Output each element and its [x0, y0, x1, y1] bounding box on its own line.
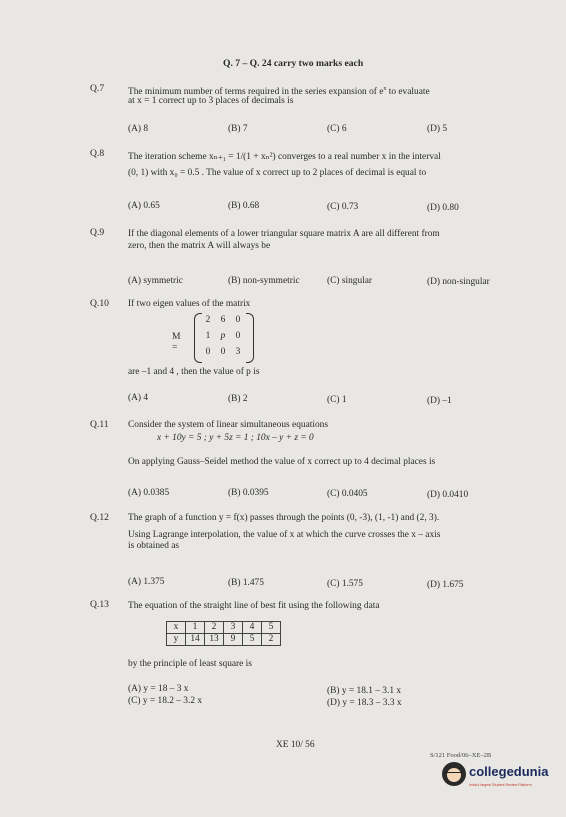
q8-text-line2: (0, 1) with x₀ = 0.5 . The value of x correct up to 2 places of decimal is equal to — [128, 168, 427, 178]
q7-text-line2: at x = 1 correct up to 3 places of decimals is — [128, 96, 294, 106]
q12-number: Q.12 — [90, 512, 109, 523]
q10-option-b: (B) 2 — [228, 394, 248, 404]
q7-number: Q.7 — [90, 83, 105, 94]
matrix-cell: 0 — [220, 347, 226, 357]
q13-text-line1: The equation of the straight line of best fit using the following data — [128, 601, 380, 611]
q9-text-line1: If the diagonal elements of a lower triangular square matrix A are all different from — [128, 229, 440, 239]
q12-option-d: (D) 1.675 — [427, 580, 464, 590]
section-header: Q. 7 – Q. 24 carry two marks each — [223, 58, 364, 69]
q9-text-line2: zero, then the matrix A will always be — [128, 241, 271, 251]
q9-option-b: (B) non-symmetric — [228, 276, 300, 286]
q11-equations: x + 10y = 5 ; y + 5z = 1 ; 10x – y + z = 0 — [157, 433, 314, 443]
paper-code: S/121 Food/06–XE–2B — [430, 752, 492, 759]
q13-option-a: (A) y = 18 – 3 x — [128, 684, 189, 694]
q9-option-c: (C) singular — [327, 276, 373, 286]
table-cell: x — [167, 622, 186, 634]
matrix-label: M = — [172, 331, 181, 353]
q12-text-line2: Using Lagrange interpolation, the value of x at which the curve crosses the x – axis — [128, 530, 441, 540]
table-row — [167, 634, 281, 646]
q8-text-line1: The iteration scheme xₙ₊₁ = 1/(1 + xₙ²) converges to a real number x in the interval — [128, 152, 441, 162]
table-cell: 3 — [224, 622, 243, 634]
q13-option-d: (D) y = 18.3 – 3.3 x — [327, 698, 402, 708]
q8-option-d: (D) 0.80 — [427, 203, 459, 213]
q12-option-b: (B) 1.475 — [228, 578, 264, 588]
table-cell: 2 — [262, 634, 281, 646]
q9-option-d: (D) non-singular — [427, 277, 490, 287]
q8-option-b: (B) 0.68 — [228, 201, 260, 211]
logo-avatar-icon — [442, 762, 466, 786]
table-cell: 2 — [205, 622, 224, 634]
q8-number: Q.8 — [90, 148, 105, 159]
q8-option-c: (C) 0.73 — [327, 202, 359, 212]
table-cell: 5 — [262, 622, 281, 634]
matrix-cell: 1 — [205, 331, 211, 341]
table-cell: 5 — [243, 634, 262, 646]
logo-name: collegedunia — [469, 764, 549, 779]
q13-number: Q.13 — [90, 599, 109, 610]
page-number: XE 10/ 56 — [276, 740, 315, 750]
q11-option-d: (D) 0.0410 — [427, 490, 469, 500]
table-cell: y — [167, 634, 186, 646]
matrix-cell: 0 — [235, 331, 241, 341]
table-cell: 13 — [205, 634, 224, 646]
collegedunia-logo — [442, 762, 562, 798]
q13-data-table — [166, 621, 281, 646]
q12-text-line3: is obtained as — [128, 541, 180, 551]
q12-text-line1: The graph of a function y = f(x) passes through the points (0, -3), (1, -1) and (2, 3). — [128, 513, 440, 523]
matrix-cell: p — [220, 331, 226, 341]
table-row — [167, 622, 281, 634]
q10-text-line1: If two eigen values of the matrix — [128, 299, 251, 309]
q7-option-a: (A) 8 — [128, 124, 149, 134]
logo-tagline: India's largest Student Review Platform — [469, 783, 532, 787]
q7-option-d: (D) 5 — [427, 124, 448, 134]
q11-number: Q.11 — [90, 419, 109, 430]
q11-text-line1: Consider the system of linear simultaneous equations — [128, 420, 328, 430]
q10-option-a: (A) 4 — [128, 393, 149, 403]
q11-text-line2: On applying Gauss–Seidel method the value of x correct up to 4 decimal places is — [128, 457, 436, 467]
matrix-cell: 2 — [205, 315, 211, 325]
q7-text-line1: The minimum number of terms required in the series expansion of $e^x$ to evaluate — [128, 86, 430, 98]
q8-option-a: (A) 0.65 — [128, 201, 160, 211]
matrix-cell: 0 — [205, 347, 211, 357]
q10-option-d: (D) –1 — [427, 396, 452, 406]
matrix-cell: 0 — [235, 315, 241, 325]
table-cell: 9 — [224, 634, 243, 646]
q13-text-line2: by the principle of least square is — [128, 659, 252, 669]
table-cell: 1 — [186, 622, 205, 634]
q9-number: Q.9 — [90, 227, 105, 238]
q11-option-c: (C) 0.0405 — [327, 489, 368, 499]
q13-option-c: (C) y = 18.2 – 3.2 x — [128, 696, 203, 706]
q11-option-a: (A) 0.0385 — [128, 488, 170, 498]
table-cell: 14 — [186, 634, 205, 646]
q10-number: Q.10 — [90, 298, 109, 309]
q10-text-line2: are –1 and 4 , then the value of p is — [128, 367, 260, 377]
q11-option-b: (B) 0.0395 — [228, 488, 269, 498]
matrix-cell: 3 — [235, 347, 241, 357]
q7-option-c: (C) 6 — [327, 124, 347, 134]
q7-option-b: (B) 7 — [228, 124, 248, 134]
q13-option-b: (B) y = 18.1 – 3.1 x — [327, 686, 402, 696]
q9-option-a: (A) symmetric — [128, 276, 183, 286]
table-cell: 4 — [243, 622, 262, 634]
q10-option-c: (C) 1 — [327, 395, 347, 405]
q12-option-c: (C) 1.575 — [327, 579, 363, 589]
q12-option-a: (A) 1.375 — [128, 577, 165, 587]
matrix-right-bracket — [246, 313, 254, 363]
matrix-cell: 6 — [220, 315, 226, 325]
